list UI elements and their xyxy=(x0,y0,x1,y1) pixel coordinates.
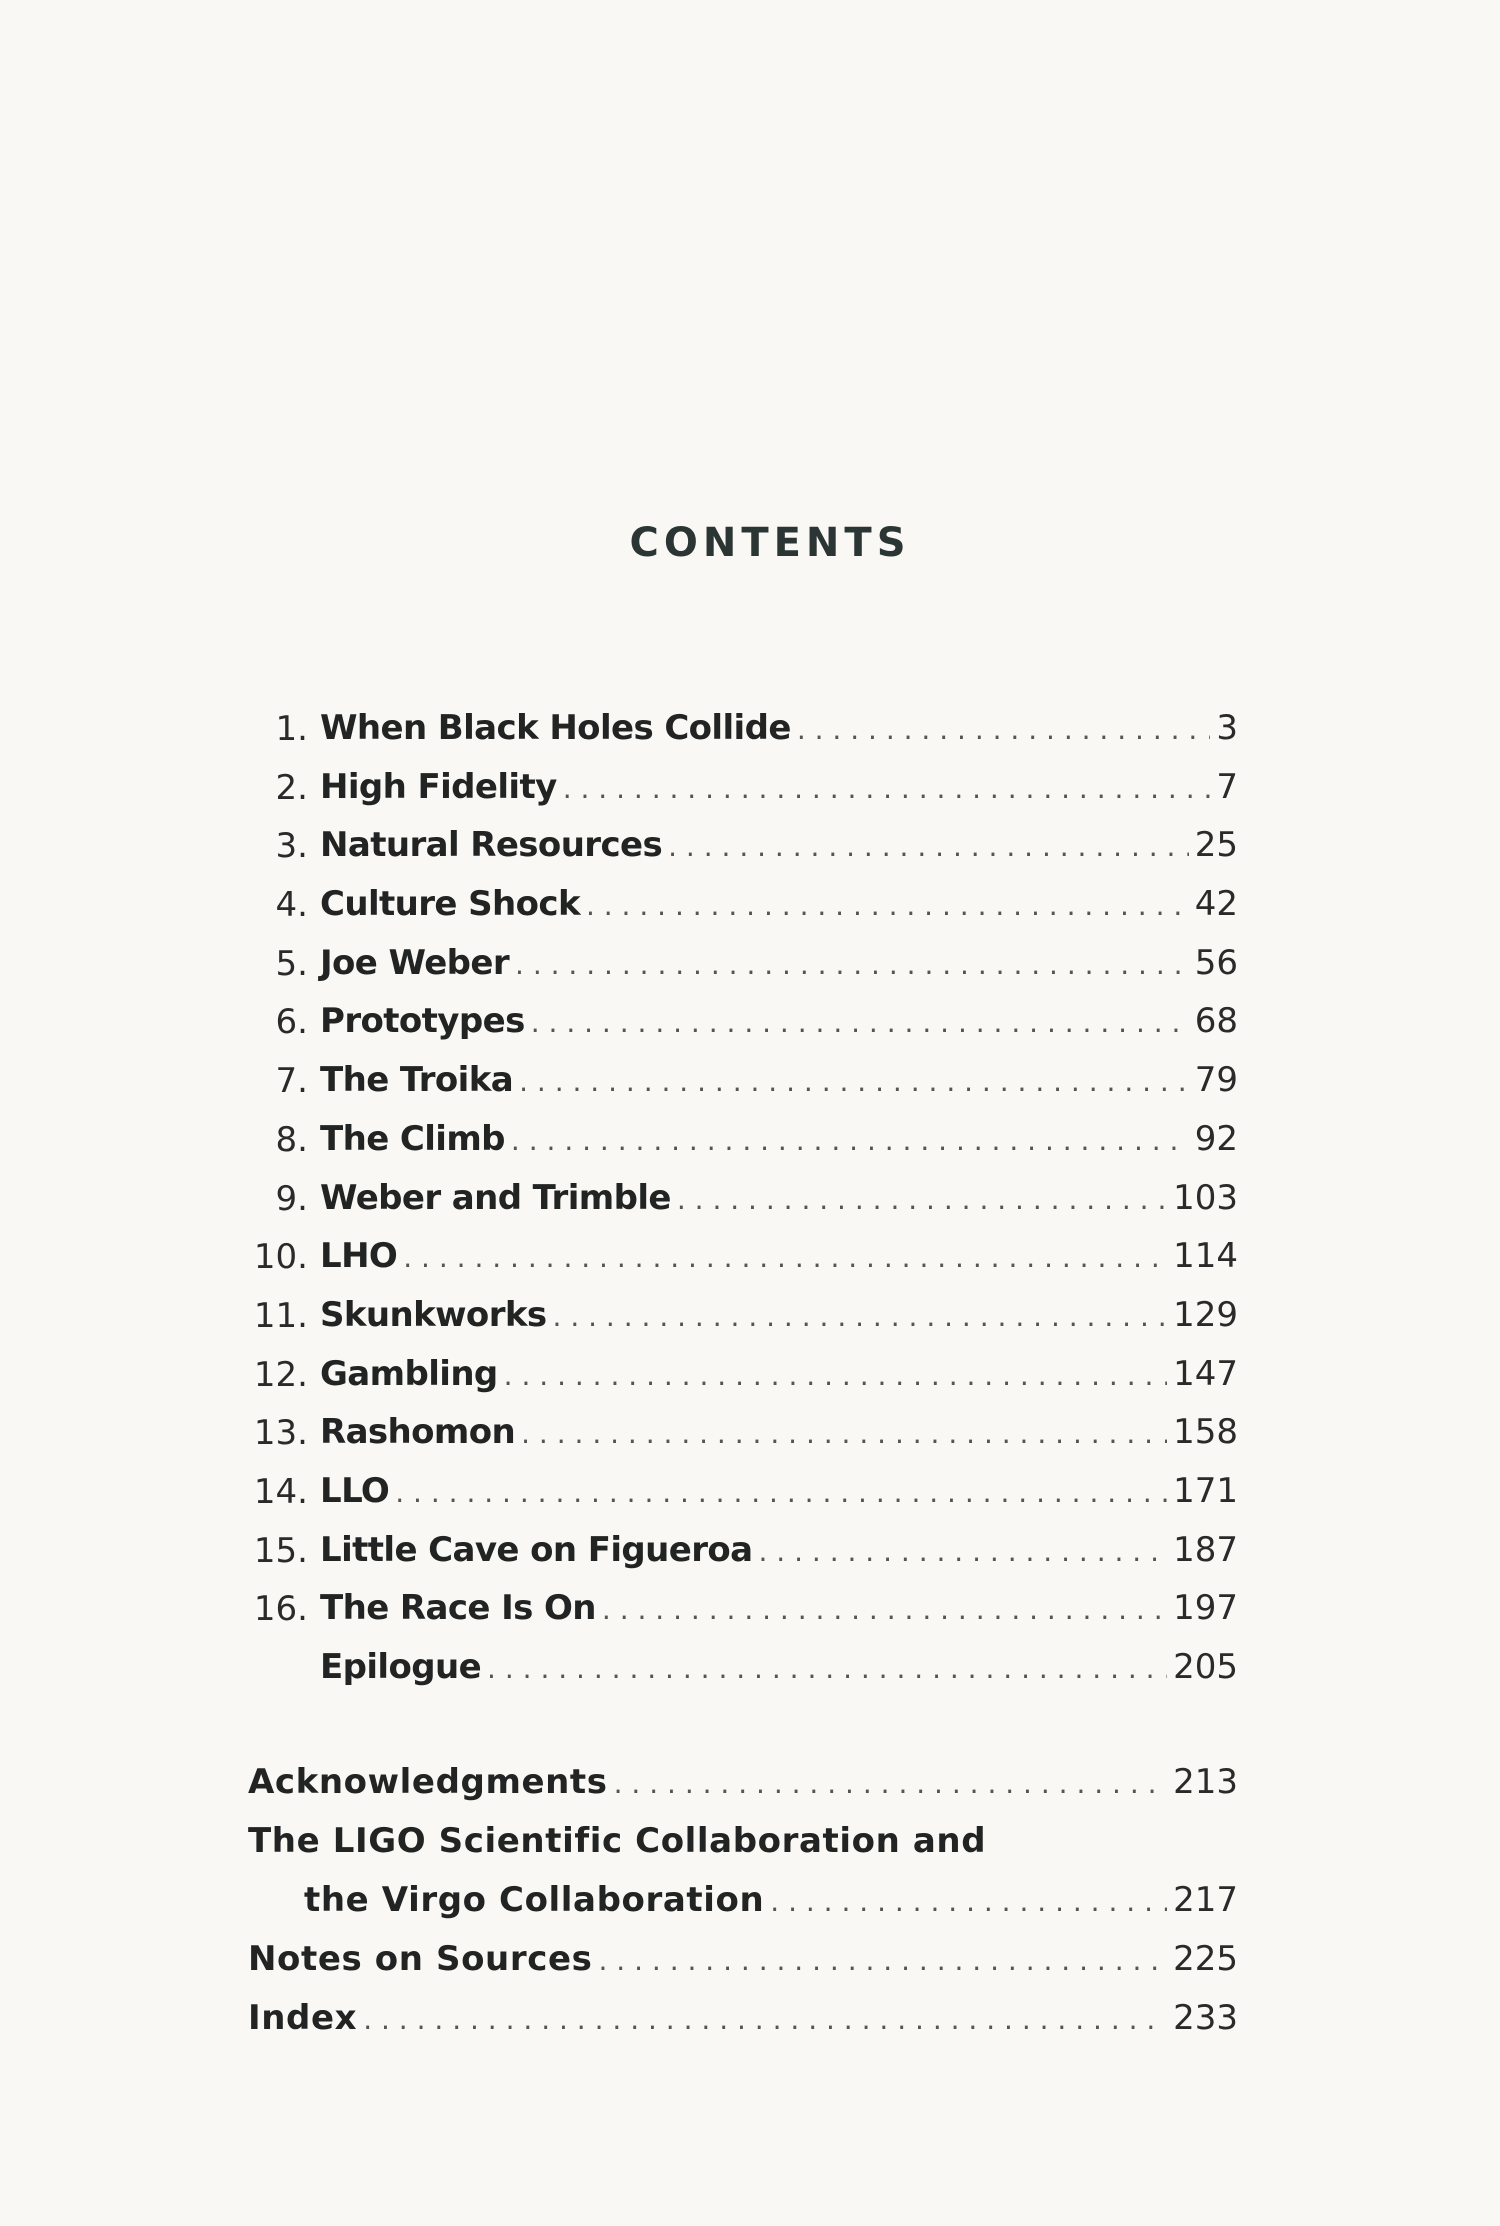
toc-entry xyxy=(248,1930,1238,1989)
chapter-number: 10. xyxy=(253,1237,308,1278)
toc-entry xyxy=(248,993,1238,1052)
dot-leader xyxy=(677,1171,1167,1230)
dot-leader xyxy=(770,1872,1167,1931)
toc-entry xyxy=(248,1639,1238,1698)
page-number: 129 xyxy=(1173,1294,1238,1335)
back-matter-list xyxy=(248,1753,1238,2048)
entry-title: Index xyxy=(248,1998,358,2038)
toc-entry xyxy=(248,1812,1238,1871)
dot-leader xyxy=(614,1754,1167,1813)
dot-leader xyxy=(531,994,1189,1053)
chapter-title: Prototypes xyxy=(320,1001,525,1042)
chapter-number: 13. xyxy=(253,1413,308,1454)
toc-entry xyxy=(248,1463,1238,1522)
toc-entry xyxy=(248,1170,1238,1229)
toc-entry xyxy=(248,1404,1238,1463)
toc-entry xyxy=(248,935,1238,994)
chapter-number: 2. xyxy=(275,767,308,808)
page-number: 205 xyxy=(1173,1647,1238,1687)
page-number: 7 xyxy=(1216,766,1238,807)
chapter-title: LHO xyxy=(320,1236,398,1277)
page-number: 158 xyxy=(1173,1412,1238,1453)
toc-entry xyxy=(248,1228,1238,1287)
page-number: 42 xyxy=(1194,884,1238,925)
toc-entry xyxy=(248,759,1238,818)
page-number: 92 xyxy=(1194,1118,1238,1159)
chapter-number: 11. xyxy=(253,1295,308,1336)
dot-leader xyxy=(598,1931,1167,1990)
page-number: 233 xyxy=(1173,1998,1238,2038)
chapter-number: 5. xyxy=(275,943,308,984)
toc-entry xyxy=(248,700,1238,759)
chapter-title: High Fidelity xyxy=(320,766,557,807)
toc-entry xyxy=(248,876,1238,935)
chapter-list xyxy=(248,700,1238,1698)
toc-entry xyxy=(248,1522,1238,1581)
chapter-number: 8. xyxy=(275,1119,308,1160)
toc-entry xyxy=(248,1346,1238,1405)
chapter-title: Gambling xyxy=(320,1353,498,1394)
chapter-title: The Troika xyxy=(320,1060,514,1101)
page-number: 56 xyxy=(1194,942,1238,983)
dot-leader xyxy=(563,760,1211,819)
page-title: CONTENTS xyxy=(629,520,911,566)
toc-entry xyxy=(248,1580,1238,1639)
chapter-title: Rashomon xyxy=(320,1412,516,1453)
toc-entry xyxy=(248,1989,1238,2048)
page-number: 197 xyxy=(1173,1588,1238,1629)
dot-leader xyxy=(504,1347,1167,1406)
dot-leader xyxy=(403,1229,1167,1288)
dot-leader xyxy=(515,936,1189,995)
chapter-number: 16. xyxy=(253,1589,308,1630)
page-number: 213 xyxy=(1173,1762,1238,1802)
page-number: 25 xyxy=(1194,825,1238,866)
chapter-number: 3. xyxy=(275,826,308,867)
toc-entry xyxy=(248,1871,1238,1930)
dot-leader xyxy=(363,1990,1167,2049)
page-number: 3 xyxy=(1216,708,1238,748)
chapter-number: 14. xyxy=(253,1471,308,1512)
entry-title: the Virgo Collaboration xyxy=(304,1880,765,1920)
entry-title: Notes on Sources xyxy=(248,1939,593,1979)
chapter-number: 4. xyxy=(275,885,308,926)
entry-title: The LIGO Scientific Collaboration and xyxy=(248,1821,987,1861)
dot-leader xyxy=(602,1581,1167,1640)
dot-leader xyxy=(553,1288,1168,1347)
page-number: 147 xyxy=(1173,1353,1238,1394)
dot-leader xyxy=(586,877,1189,936)
dot-leader xyxy=(668,818,1189,877)
chapter-title: Natural Resources xyxy=(320,825,663,866)
chapter-title: Skunkworks xyxy=(320,1294,547,1335)
chapter-number: 15. xyxy=(253,1530,308,1571)
dot-leader xyxy=(395,1464,1167,1523)
page-number: 103 xyxy=(1173,1177,1238,1218)
toc-entry xyxy=(248,1052,1238,1111)
chapter-number: 12. xyxy=(253,1354,308,1395)
toc-entry xyxy=(248,1753,1238,1812)
entry-title: Acknowledgments xyxy=(248,1762,608,1802)
chapter-number: 1. xyxy=(275,709,308,749)
toc-entry xyxy=(248,1287,1238,1346)
chapter-title: Culture Shock xyxy=(320,884,580,925)
chapter-title: Joe Weber xyxy=(320,942,510,983)
page-number: 225 xyxy=(1173,1939,1238,1979)
chapter-title: The Climb xyxy=(320,1118,505,1159)
page-number: 217 xyxy=(1173,1880,1238,1920)
page-number: 171 xyxy=(1173,1470,1238,1511)
chapter-title: The Race Is On xyxy=(320,1588,596,1629)
dot-leader xyxy=(758,1523,1167,1582)
chapter-title: When Black Holes Collide xyxy=(320,708,791,748)
chapter-number: 6. xyxy=(275,1002,308,1043)
page-number: 114 xyxy=(1173,1236,1238,1277)
dot-leader xyxy=(797,701,1211,760)
page-number: 79 xyxy=(1194,1060,1238,1101)
page-number: 187 xyxy=(1173,1529,1238,1570)
chapter-title: Epilogue xyxy=(320,1647,482,1687)
dot-leader xyxy=(521,1405,1167,1464)
page-number: 68 xyxy=(1194,1001,1238,1042)
toc-entry xyxy=(248,1111,1238,1170)
dot-leader xyxy=(511,1112,1189,1171)
chapter-title: LLO xyxy=(320,1470,390,1511)
chapter-title: Little Cave on Figueroa xyxy=(320,1529,753,1570)
toc-entry xyxy=(248,817,1238,876)
chapter-number: 9. xyxy=(275,1178,308,1219)
dot-leader xyxy=(519,1053,1189,1112)
dot-leader xyxy=(487,1640,1167,1699)
chapter-title: Weber and Trimble xyxy=(320,1177,671,1218)
chapter-number: 7. xyxy=(275,1061,308,1102)
